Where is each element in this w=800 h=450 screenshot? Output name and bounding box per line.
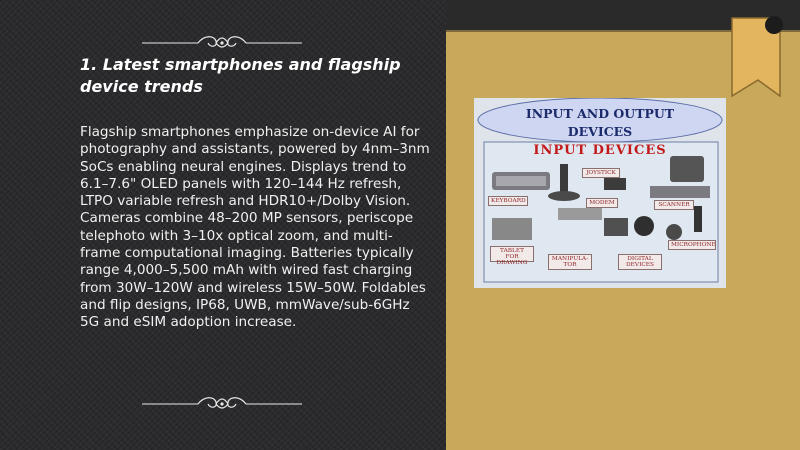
label-modem: MODEM [586, 198, 618, 208]
slide-title: 1. Latest smartphones and flagship device trends [80, 55, 401, 96]
label-digital-devices: DIGITAL DEVICES [618, 254, 662, 270]
image-heading-line1: INPUT AND OUTPUT [525, 106, 675, 121]
label-tablet: TABLET FOR DRAWING [490, 246, 534, 262]
image-heading-line2: DEVICES [567, 124, 633, 139]
input-output-devices-image [474, 98, 726, 288]
bookmark-ribbon-icon [718, 14, 784, 100]
label-scanner: SCANNER [654, 200, 694, 210]
label-joystick: JOYSTICK [582, 168, 620, 178]
ornament-flourish-bottom-icon [142, 392, 302, 412]
ornament-flourish-top-icon [142, 33, 302, 53]
label-keyboard: KEYBOARD [488, 196, 528, 206]
label-microphone: MICROPHONE [668, 240, 716, 250]
label-manipulator: MANIPULA-TOR [548, 254, 592, 270]
slide-body-text: Flagship smartphones emphasize on-device AI for photography and assistants, powered by 4nm–3nm SoCs enabling neural engines. Displays trend to 6.1–7.6" OLED panels with 120–144 Hz refresh, LTPO variable refresh and HDR10+/Dolby Vision. Cameras combine 48–200 MP sensors, periscope telephoto with 3–10x optical zoom, and multi-frame computational imaging. Batteries typically range 4,000–5,500 mAh with wired fast charging from 30W–120W and wireless 15W–50W. Foldables and flip designs, IP68, UWB, mmWave/sub-6GHz 5G and eSIM adoption increase. [80, 124, 430, 331]
image-subheading: INPUT DEVICES [533, 143, 667, 158]
